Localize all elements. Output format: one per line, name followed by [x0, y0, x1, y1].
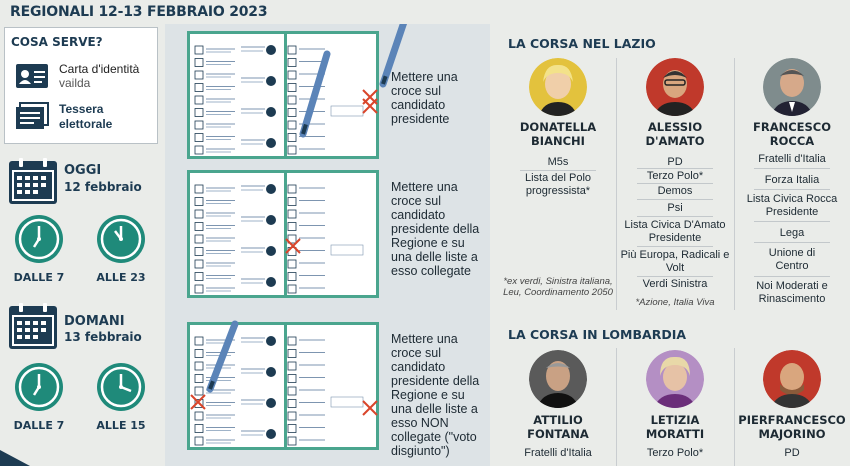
ballot-row-box [288, 437, 296, 445]
pencil-icon [303, 54, 327, 134]
candidate-name: FRANCESCO ROCCA [752, 120, 832, 148]
list-separator [637, 199, 713, 200]
lombardia-title: LA CORSA IN LOMBARDIA [508, 327, 687, 342]
ballot-number-circle [266, 246, 276, 256]
ballot-row-box [195, 425, 203, 433]
ballot-row-box [195, 437, 203, 445]
ballot-row-box [288, 84, 296, 92]
ballot-number-circle [266, 367, 276, 377]
voter-card-line2: elettorale [59, 117, 113, 131]
party-list-item: Forza Italia [764, 174, 820, 186]
list-separator [637, 246, 713, 247]
ballot-row-box [195, 96, 203, 104]
candidate-photo [529, 350, 587, 408]
ballot-row-box [195, 121, 203, 129]
candidate-photo [763, 350, 821, 408]
ballot-row-box [288, 412, 296, 420]
party-list-item: Verdi Sinistra [642, 278, 708, 290]
list-separator [754, 242, 830, 243]
id-card-sub: vailda [59, 76, 91, 90]
ballot-row-box [195, 285, 203, 293]
candidate-name: DONATELLA BIANCHI [519, 120, 597, 148]
ballot-illustration [165, 24, 490, 466]
ballot-row-box [288, 146, 296, 154]
ballot-row-box [195, 235, 203, 243]
ballot-number-circle [266, 336, 276, 346]
clock-icon [96, 362, 146, 412]
day2-date: 13 febbraio [64, 330, 142, 344]
ballot-row-box [195, 223, 203, 231]
day2-to: ALLE 15 [96, 419, 146, 432]
ballot-row-box [195, 387, 203, 395]
ballot-row-box [195, 46, 203, 54]
calendar-icon [8, 157, 58, 205]
ballot-row-box [195, 273, 203, 281]
ballot-row-box [288, 387, 296, 395]
voter-card-label [59, 102, 112, 132]
ballot-number-circle [266, 429, 276, 439]
party-list-item: Lista Civica Rocca Presidente [746, 193, 838, 218]
pencil-icon [383, 24, 405, 84]
ballot-number-circle [266, 76, 276, 86]
party-list-item: Demos [657, 185, 693, 197]
voter-card-icon [15, 102, 49, 130]
party-list-item: PD [784, 447, 800, 459]
ballot-candidate-box [331, 245, 363, 255]
ballot-row-box [288, 337, 296, 345]
list-separator [637, 216, 713, 217]
ballot-row-box [288, 350, 296, 358]
ballot-row-box [288, 400, 296, 408]
day1-to: ALLE 23 [96, 271, 146, 284]
ballot-row-box [195, 337, 203, 345]
party-list-item: Lista Civica D'Amato Presidente [624, 219, 726, 244]
footnote: *Azione, Italia Viva [635, 297, 715, 308]
party-list-item: Noi Moderati e Rinascimento [756, 280, 828, 305]
candidate-photo [646, 58, 704, 116]
party-list-item: Lega [779, 227, 805, 239]
party-list-item: Lista del Polo progressista* [524, 172, 592, 197]
ballot-row-box [288, 109, 296, 117]
clock-icon [14, 362, 64, 412]
ballot-row-box [288, 260, 296, 268]
candidate-name: ALESSIO D'AMATO [645, 120, 705, 148]
ballot-row-box [288, 96, 296, 104]
party-list-item: Terzo Polo* [646, 170, 704, 182]
ballot-row-box [195, 260, 203, 268]
pencil-tip [210, 381, 213, 389]
list-separator [637, 168, 713, 169]
ballot-row-box [195, 146, 203, 154]
ballot-row-box [195, 185, 203, 193]
list-separator [754, 189, 830, 190]
ballot-row-box [195, 350, 203, 358]
voter-card-line1: Tessera [59, 102, 104, 116]
page-title: REGIONALI 12-13 FEBBRAIO 2023 [10, 4, 268, 20]
ballot-instruction-3: Mettere una croce sul candidato presidente della Regione e su una delle liste a esso NON collegate ("voto disgiunto") [391, 332, 480, 458]
day2-name: DOMANI [64, 314, 125, 329]
ballot-number-circle [266, 184, 276, 194]
ballot-instruction-1: Mettere una croce sul candidato presidente [391, 70, 458, 126]
id-card-text: Carta d'identità [59, 62, 140, 76]
id-card-icon [15, 62, 49, 90]
ballot-row-box [195, 362, 203, 370]
candidate-photo [529, 58, 587, 116]
ballot-number-circle [266, 45, 276, 55]
party-list-item: M5s [547, 156, 569, 168]
candidate-name: LETIZIA MORATTI [645, 413, 705, 441]
pencil-tip [383, 76, 386, 84]
ballot-instruction-2: Mettere una croce sul candidato presidente della Regione e su una delle liste a esso collegate [391, 180, 480, 278]
ballot-row-box [288, 59, 296, 67]
clock-icon [96, 214, 146, 264]
party-list-item: Fratelli d'Italia [758, 153, 826, 165]
ballot-row-box [195, 210, 203, 218]
corner-decoration [0, 426, 40, 466]
ballot-row-box [288, 46, 296, 54]
day2-from: DALLE 7 [13, 419, 65, 432]
party-list-item: Terzo Polo* [646, 447, 704, 459]
ballot-row-box [195, 71, 203, 79]
list-separator [520, 170, 596, 171]
list-separator [637, 183, 713, 184]
ballot-row-box [195, 134, 203, 142]
footnote: *ex verdi, Sinistra italiana, Leu, Coordinamento 2050 [503, 276, 613, 298]
ballot-row-box [195, 248, 203, 256]
day1-from: DALLE 7 [13, 271, 65, 284]
ballot-number-circle [266, 107, 276, 117]
candidate-name: ATTILIO FONTANA [527, 413, 589, 441]
ballot-row-box [288, 273, 296, 281]
ballot-panel [165, 24, 490, 466]
ballot-number-circle [266, 215, 276, 225]
ballot-row-box [195, 59, 203, 67]
ballot-row-box [195, 84, 203, 92]
ballot-candidate-box [331, 397, 363, 407]
day1-name: OGGI [64, 163, 102, 178]
candidate-photo [646, 350, 704, 408]
ballot-row-box [288, 425, 296, 433]
ballot-row-box [288, 71, 296, 79]
list-separator [754, 221, 830, 222]
candidate-name: PIERFRANCESCO MAJORINO [738, 413, 846, 441]
ballot-number-circle [266, 277, 276, 287]
list-separator [637, 276, 713, 277]
party-list-item: Unione di Centro [768, 247, 816, 272]
ballot-row-box [288, 134, 296, 142]
ballot-row-box [288, 198, 296, 206]
requirements-title: COSA SERVE? [11, 35, 103, 49]
party-list-item: Fratelli d'Italia [524, 447, 592, 459]
ballot-row-box [288, 185, 296, 193]
calendar-icon [8, 302, 58, 350]
ballot-row-box [195, 412, 203, 420]
ballot-row-box [288, 362, 296, 370]
party-list-item: Psi [667, 202, 683, 214]
ballot-row-box [288, 210, 296, 218]
ballot-number-circle [266, 138, 276, 148]
candidate-photo [763, 58, 821, 116]
ballot-row-box [288, 375, 296, 383]
ballot-candidate-box [331, 106, 363, 116]
ballot-row-box [195, 375, 203, 383]
pencil-icon [210, 324, 235, 389]
id-card-label [59, 62, 139, 90]
list-separator [754, 168, 830, 169]
day1-date: 12 febbraio [64, 180, 142, 194]
ballot-row-box [288, 121, 296, 129]
ballot-row-box [195, 109, 203, 117]
ballot-row-box [195, 198, 203, 206]
ballot-row-box [288, 223, 296, 231]
clock-icon [14, 214, 64, 264]
list-separator [754, 276, 830, 277]
requirements-box [4, 27, 158, 144]
party-list-item: PD [667, 156, 683, 168]
ballot-row-box [288, 285, 296, 293]
party-list-item: Più Europa, Radicali e Volt [620, 249, 730, 274]
pencil-tip [303, 124, 306, 134]
ballot-number-circle [266, 398, 276, 408]
lazio-title: LA CORSA NEL LAZIO [508, 36, 656, 51]
